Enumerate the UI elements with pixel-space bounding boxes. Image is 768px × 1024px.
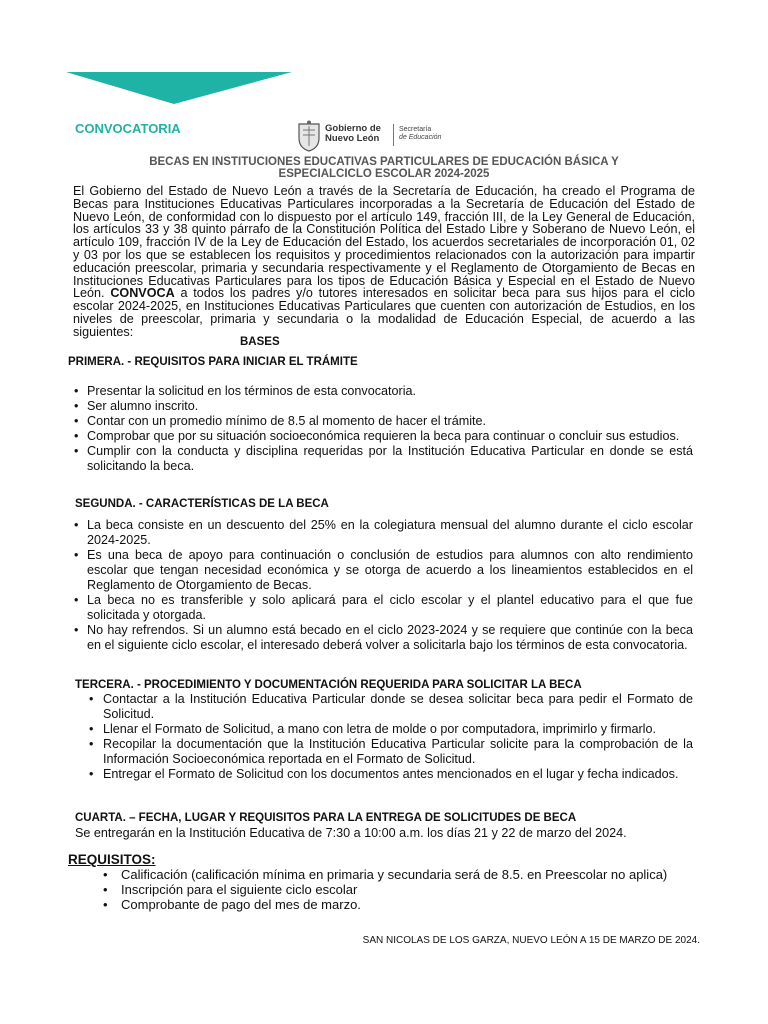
cuarta-heading: CUARTA. – FECHA, LUGAR Y REQUISITOS PARA LA ENTREGA DE SOLICITUDES DE BECA	[75, 812, 577, 824]
requisitos-heading: REQUISITOS:	[68, 852, 156, 867]
list-item: • Contar con un promedio mínimo de 8.5 al momento de hacer el trámite.	[73, 414, 693, 429]
list-item: • Contactar a la Institución Educativa Particular donde se desea solicitar beca para pedir el Formato de Solicitud.	[73, 692, 693, 722]
tercera-list	[73, 692, 693, 782]
government-logo	[296, 118, 456, 156]
convocatoria-label: CONVOCATORIA	[75, 121, 181, 136]
list-item: • Comprobar que por su situación socioeconómica requieren la beca para continuar o concluir sus estudios.	[73, 429, 693, 444]
list-item: • Llenar el Formato de Solicitud, a mano con letra de molde o por computadora, imprimirlo y firmarlo.	[73, 722, 693, 737]
list-item: • No hay refrendos. Si un alumno está becado en el ciclo 2023-2024 y se requiere que continúe con la beca en el siguiente ciclo escolar, el interesado deberá volver a solicitarla bajo los términos de esta convocatoria.	[73, 623, 693, 653]
list-item: • Recopilar la documentación que la Institución Educativa Particular solicite para la comprobación de la Información Socioeconómica reportada en el Formato de Solicitud.	[73, 737, 693, 767]
bases-heading: BASES	[240, 336, 280, 348]
list-item: • Presentar la solicitud en los términos de esta convocatoria.	[73, 384, 693, 399]
list-item: • Entregar el Formato de Solicitud con los documentos antes mencionados en el lugar y fecha indicados.	[73, 767, 693, 782]
convoca-keyword: CONVOCA	[110, 286, 175, 301]
list-item: • La beca no es transferible y solo aplicará para el ciclo escolar y el plantel educativo para el que fue solicitada y otorgada.	[73, 593, 693, 623]
primera-heading: PRIMERA. - REQUISITOS PARA INICIAR EL TRÁMITE	[68, 356, 358, 368]
logo-line: de Educación	[399, 134, 442, 141]
logo-text-secretaria	[399, 126, 441, 142]
logo-line: Nuevo León	[325, 133, 380, 144]
intro-text: El Gobierno del Estado de Nuevo León a través de la Secretaría de Educación, ha creado el Programa de Becas para Instituciones Educativas Particulares incorporadas a la Secretaría de Educación del Estado de Nuevo León, de conformidad con lo dispuesto por el artículo 149, fracción III, de la Ley General de Educación, los artículos 33 y 38 quinto párrafo de la Constitución Política del Estado Libre y Soberano de Nuevo León, el artículo 109, fracción IV de la Ley de Educación del Estado, los acuerdos secretariales de incorporación 01, 02 y 03 por los que se establecen los requisitos y procedimientos relacionados con la autorización para impartir educación preescolar, primaria y secundaria respectivamente y el Reglamento de Otorgamiento de Becas en Instituciones Educativas Particulares para los tipos de Educación Básica y Especial en el Estado de Nuevo León.	[73, 184, 695, 301]
cuarta-text: Se entregarán en la Institución Educativa de 7:30 a 10:00 a.m. los días 21 y 22 de marzo del 2024.	[75, 826, 627, 840]
header-banner	[66, 72, 292, 104]
segunda-heading: SEGUNDA. - CARACTERÍSTICAS DE LA BECA	[75, 498, 329, 510]
list-item: • Cumplir con la conducta y disciplina requeridas por la Institución Educativa Particular en donde se está solicitando la beca.	[73, 444, 693, 474]
coat-of-arms-icon	[296, 120, 322, 152]
segunda-list	[73, 518, 693, 653]
logo-divider	[393, 124, 394, 146]
list-item: • Es una beca de apoyo para continuación o conclusión de estudios para alumnos con alto rendimiento escolar que tengan necesidad económica y se otorga de acuerdo a los lineamientos establecidos en el Reglamento de Otorgamiento de Becas.	[73, 548, 693, 593]
primera-list	[73, 384, 693, 474]
list-item: • Comprobante de pago del mes de marzo.	[73, 897, 713, 912]
title-line: ESPECIALCICLO ESCOLAR 2024-2025	[278, 168, 490, 180]
intro-text-continued: a todos los padres y/o tutores interesados en solicitar beca para sus hijos para el ciclo escolar 2024-2025, en Instituciones Educativas Particulares que cuenten con autorización de Estudios, en los niveles de preescolar, primaria y secundaria o la modalidad de Educación Especial, de acuerdo a las siguientes:	[73, 286, 696, 339]
intro-paragraph	[73, 185, 695, 339]
logo-line: Gobierno de	[325, 123, 381, 134]
list-item: • La beca consiste en un descuento del 25% en la colegiatura mensual del alumno durante el ciclo escolar 2024-2025.	[73, 518, 693, 548]
tercera-heading: TERCERA. - PROCEDIMIENTO Y DOCUMENTACIÓN REQUERIDA PARA SOLICITAR LA BECA	[75, 679, 582, 691]
logo-line: Secretaría	[399, 126, 432, 133]
list-item: • Inscripción para el siguiente ciclo escolar	[73, 882, 713, 897]
logo-text-gobierno	[325, 124, 381, 144]
title-line: BECAS EN INSTITUCIONES EDUCATIVAS PARTICULARES DE EDUCACIÓN BÁSICA Y	[149, 156, 619, 168]
requisitos-list	[73, 867, 713, 912]
list-item: • Calificación (calificación mínima en primaria y secundaria será de 8.5. en Preescolar no aplica)	[73, 867, 713, 882]
place-date: SAN NICOLAS DE LOS GARZA, NUEVO LEÓN A 15 DE MARZO DE 2024.	[362, 935, 700, 946]
document-title	[60, 156, 708, 180]
list-item: • Ser alumno inscrito.	[73, 399, 693, 414]
